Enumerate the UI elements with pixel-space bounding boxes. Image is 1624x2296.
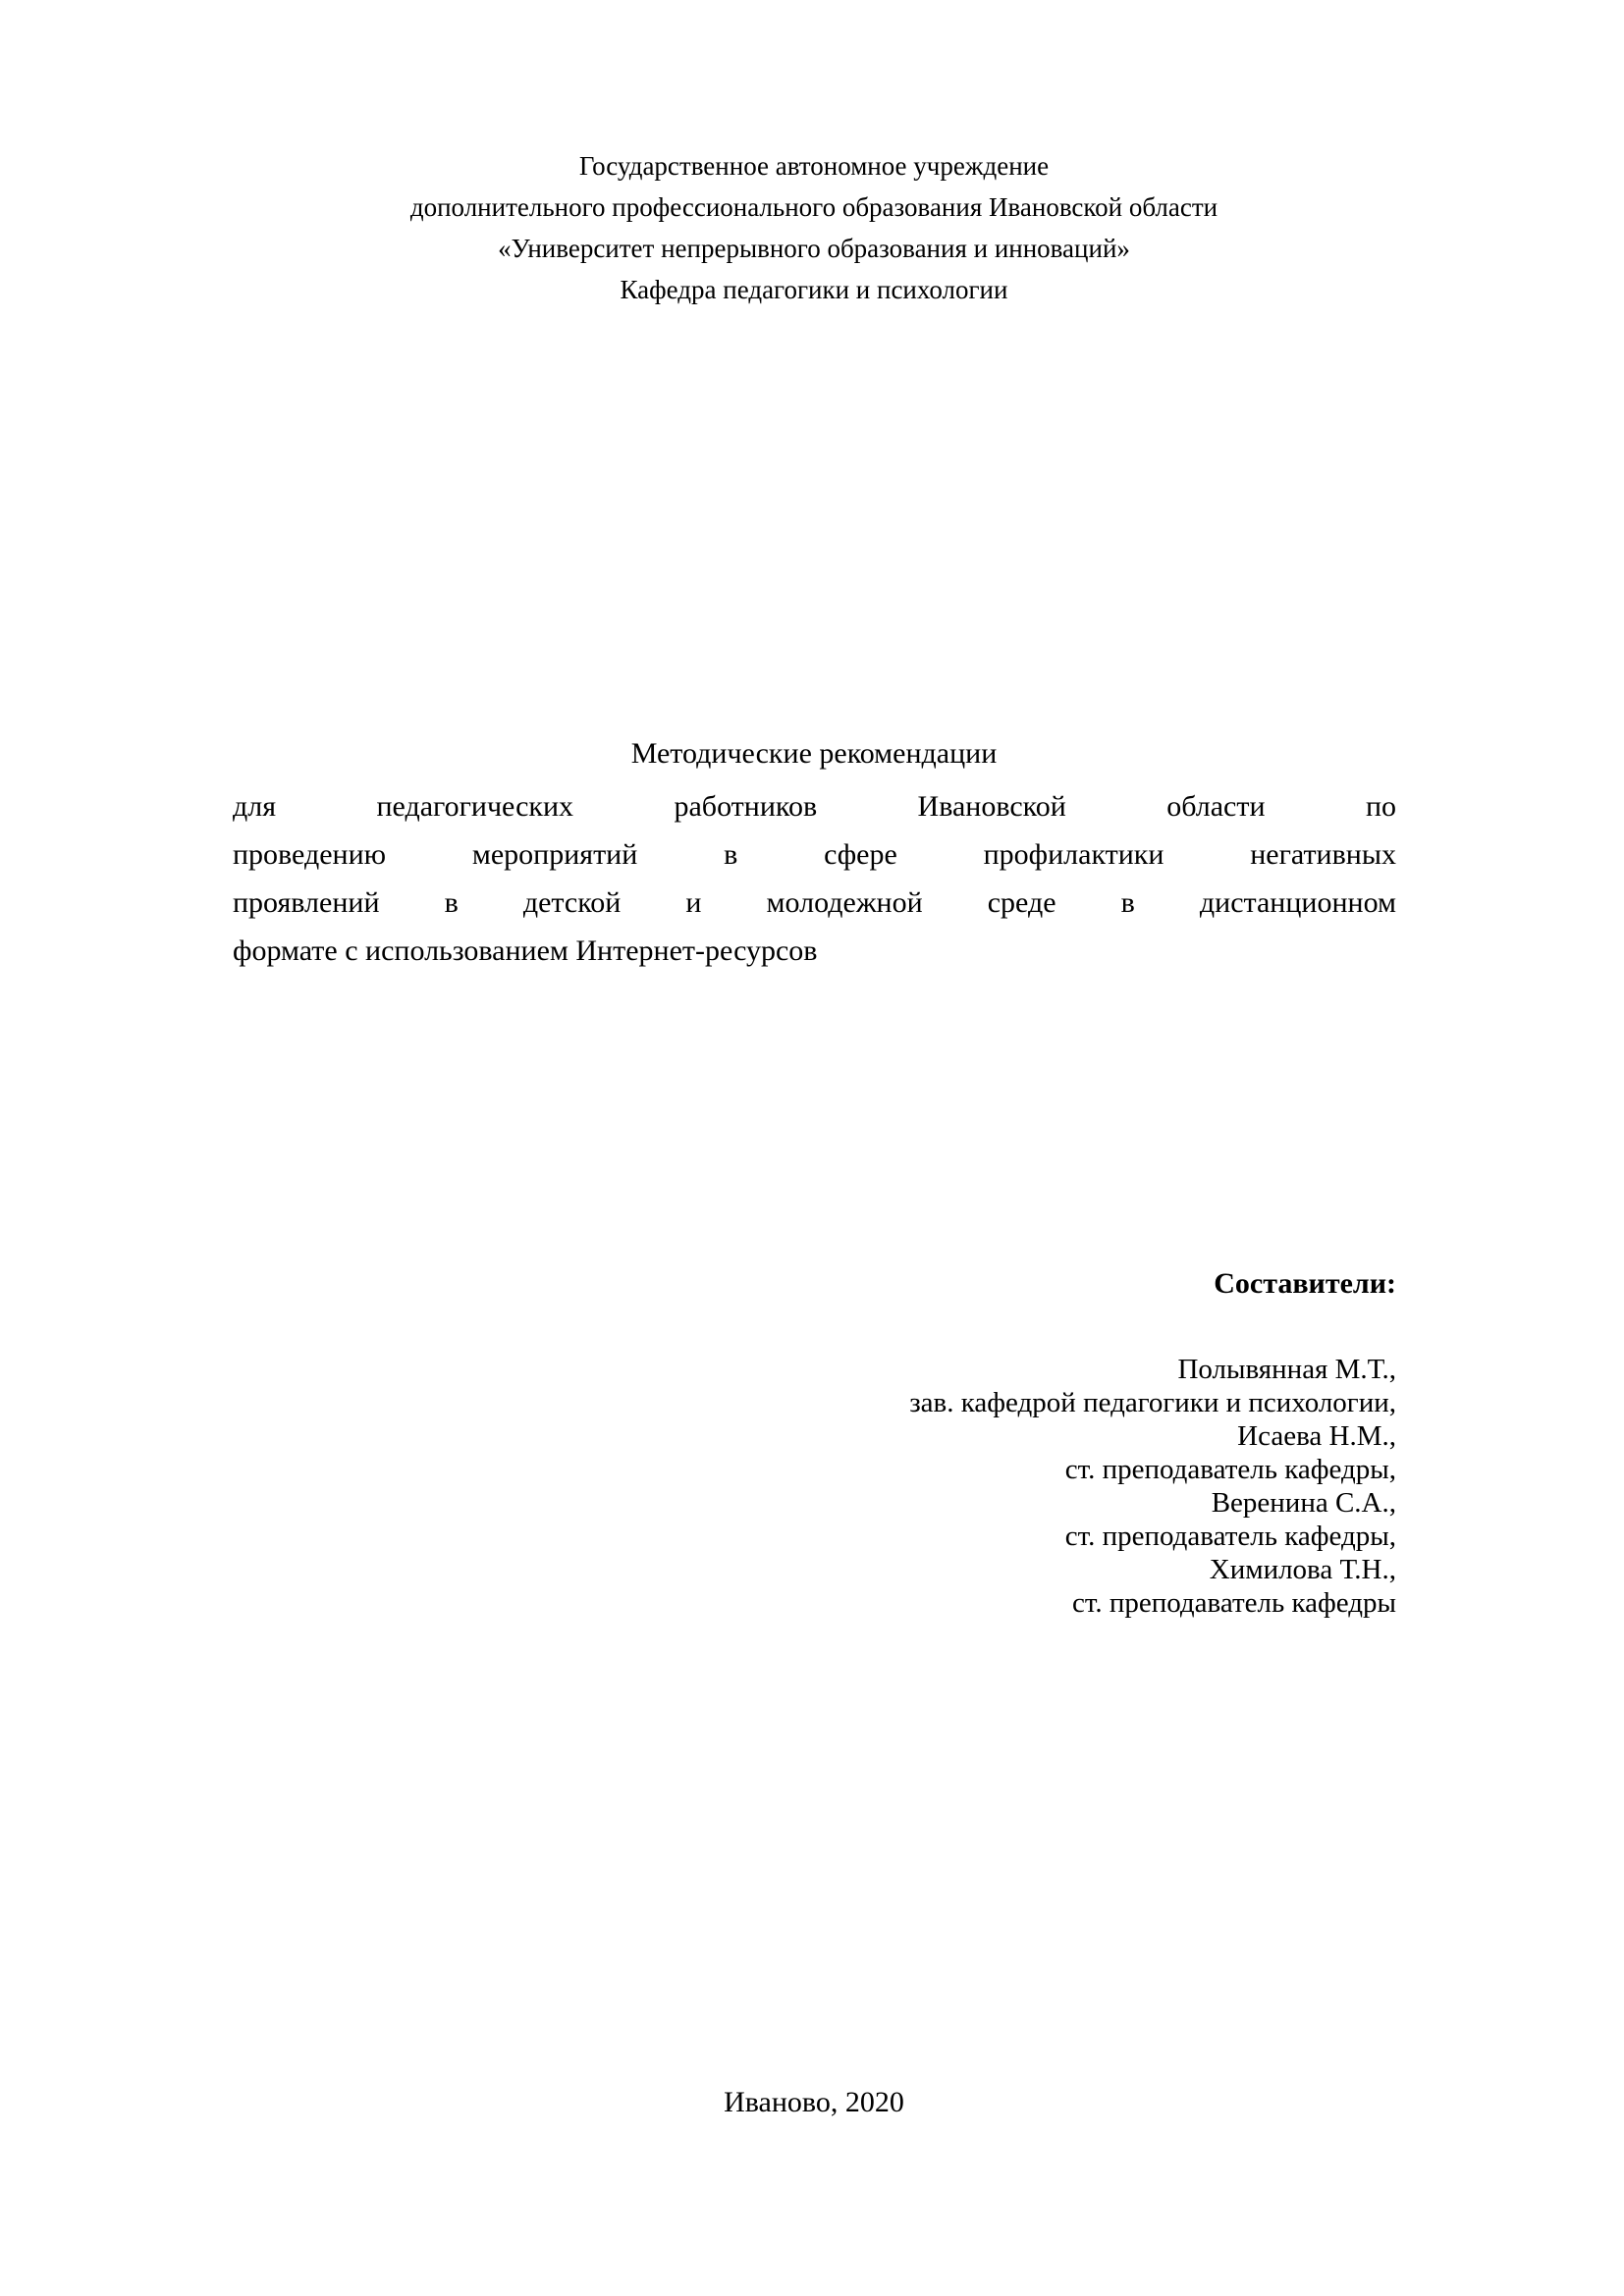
document-subtitle [233,782,1396,975]
compiler-role-2: ст. преподаватель кафедры, [1064,1454,1396,1485]
compiler-name-1: Полывянная М.Т., [1177,1354,1396,1385]
document-subtitle-line-1: для педагогических работников Ивановской области по [233,790,1396,823]
institution-header-line-2: дополнительного профессионального образования Ивановской области [409,192,1218,222]
institution-header-line-4: Кафедра педагогики и психологии [620,275,1008,304]
compiler-role-4: ст. преподаватель кафедры [1071,1587,1396,1619]
document-subtitle-line-4: формате с использованием Интернет-ресурсов [233,934,818,967]
compilers-heading: Составители: [1214,1267,1396,1300]
institution-header-line-1: Государственное автономное учреждение [578,151,1050,181]
compilers-list [233,1353,1396,1620]
publication-place-year: Иваново, 2020 [724,2086,904,2118]
compiler-name-2: Исаева Н.М., [1237,1420,1396,1452]
compiler-name-3: Веренина С.А., [1211,1487,1396,1519]
document-subtitle-line-2: проведению мероприятий в сфере профилактики негативных [233,838,1396,871]
document-subtitle-line-3: проявлений в детской и молодежной среде в дистанционном [233,886,1396,919]
compiler-role-3: ст. преподаватель кафедры, [1064,1521,1396,1552]
institution-header-line-3: «Университет непрерывного образования и инноваций» [498,234,1130,263]
institution-header [233,145,1395,310]
compiler-name-4: Химилова Т.Н., [1209,1554,1396,1585]
document-title: Методические рекомендации [630,737,998,770]
compiler-role-1: зав. кафедрой педагогики и психологии, [909,1387,1396,1418]
